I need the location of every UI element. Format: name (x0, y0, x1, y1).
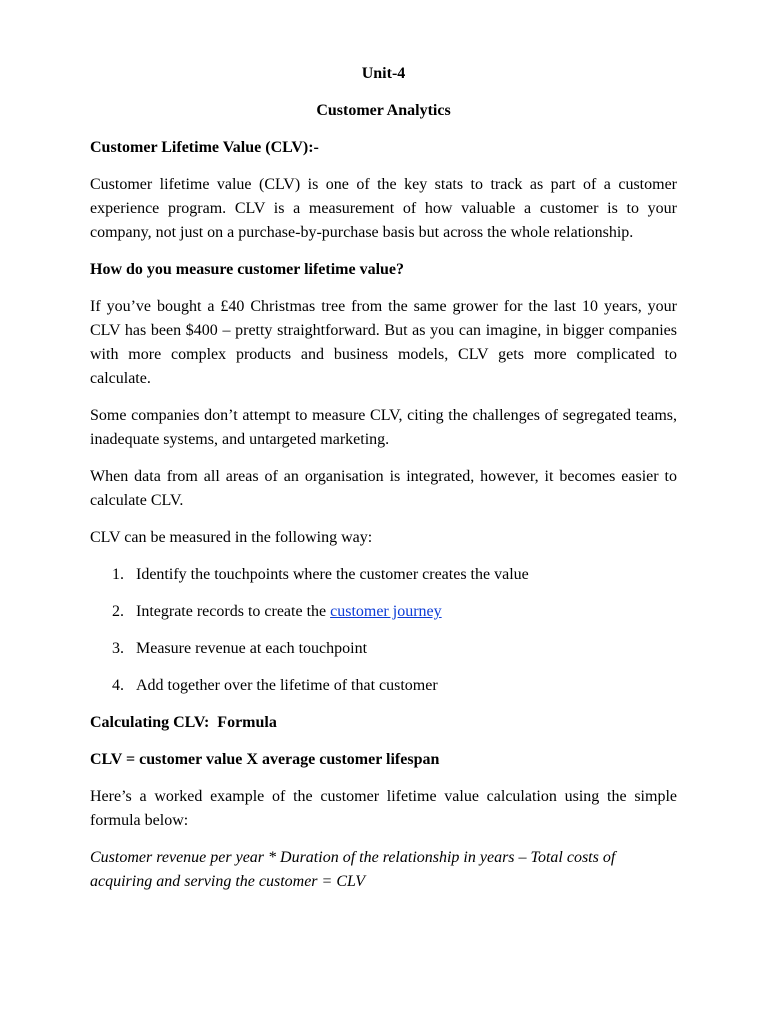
list-item-number: 3. (112, 640, 124, 657)
list-item (90, 637, 677, 661)
list-item (90, 563, 677, 587)
list-item (90, 600, 677, 624)
measured-paragraph: CLV can be measured in the following way: (90, 529, 373, 546)
section-heading: Customer Lifetime Value (CLV):- (90, 139, 319, 156)
list-item-text: Measure revenue at each touchpoint (136, 640, 368, 657)
list-item-number: 2. (112, 603, 124, 620)
list-item (90, 674, 677, 698)
example-paragraph: Here’s a worked example of the customer lifetime value calculation using the simple formula below: (90, 788, 677, 829)
calc-heading: Calculating CLV: Formula (90, 714, 277, 731)
intro-paragraph: Customer lifetime value (CLV) is one of the key stats to track as part of a customer experience program. CLV is a measurement of how valuable a customer is to your company, not just on a purchase-by-purchase basis but across the whole relationship. (90, 176, 677, 241)
formula-text: Customer revenue per year * Duration of the relationship in years – Total costs of acquiring and serving the customer = CLV (90, 849, 616, 890)
page-title: Customer Analytics (316, 102, 451, 119)
integrated-paragraph: When data from all areas of an organisation is integrated, however, it becomes easier to calculate CLV. (90, 468, 677, 509)
measure-heading: How do you measure customer lifetime value? (90, 261, 405, 278)
list-item-number: 4. (112, 677, 124, 694)
list-item-text: Identify the touchpoints where the customer creates the value (136, 566, 529, 583)
customer-journey-link[interactable]: customer journey (330, 603, 442, 620)
document-page (90, 62, 677, 894)
steps-list (90, 563, 677, 698)
list-item-number: 1. (112, 566, 124, 583)
unit-label: Unit-4 (361, 65, 406, 82)
tree-paragraph: If you’ve bought a £40 Christmas tree from the same grower for the last 10 years, your CLV has been $400 – pretty straightforward. But as you can imagine, in bigger companies with more complex products and business models, CLV gets more complicated to calculate. (90, 298, 677, 387)
list-item-text: Add together over the lifetime of that customer (136, 677, 438, 694)
list-item-text: Integrate records to create the (136, 603, 331, 620)
challenges-paragraph: Some companies don’t attempt to measure CLV, citing the challenges of segregated teams, inadequate systems, and untargeted marketing. (90, 407, 677, 448)
formula-heading: CLV = customer value X average customer lifespan (90, 751, 440, 768)
